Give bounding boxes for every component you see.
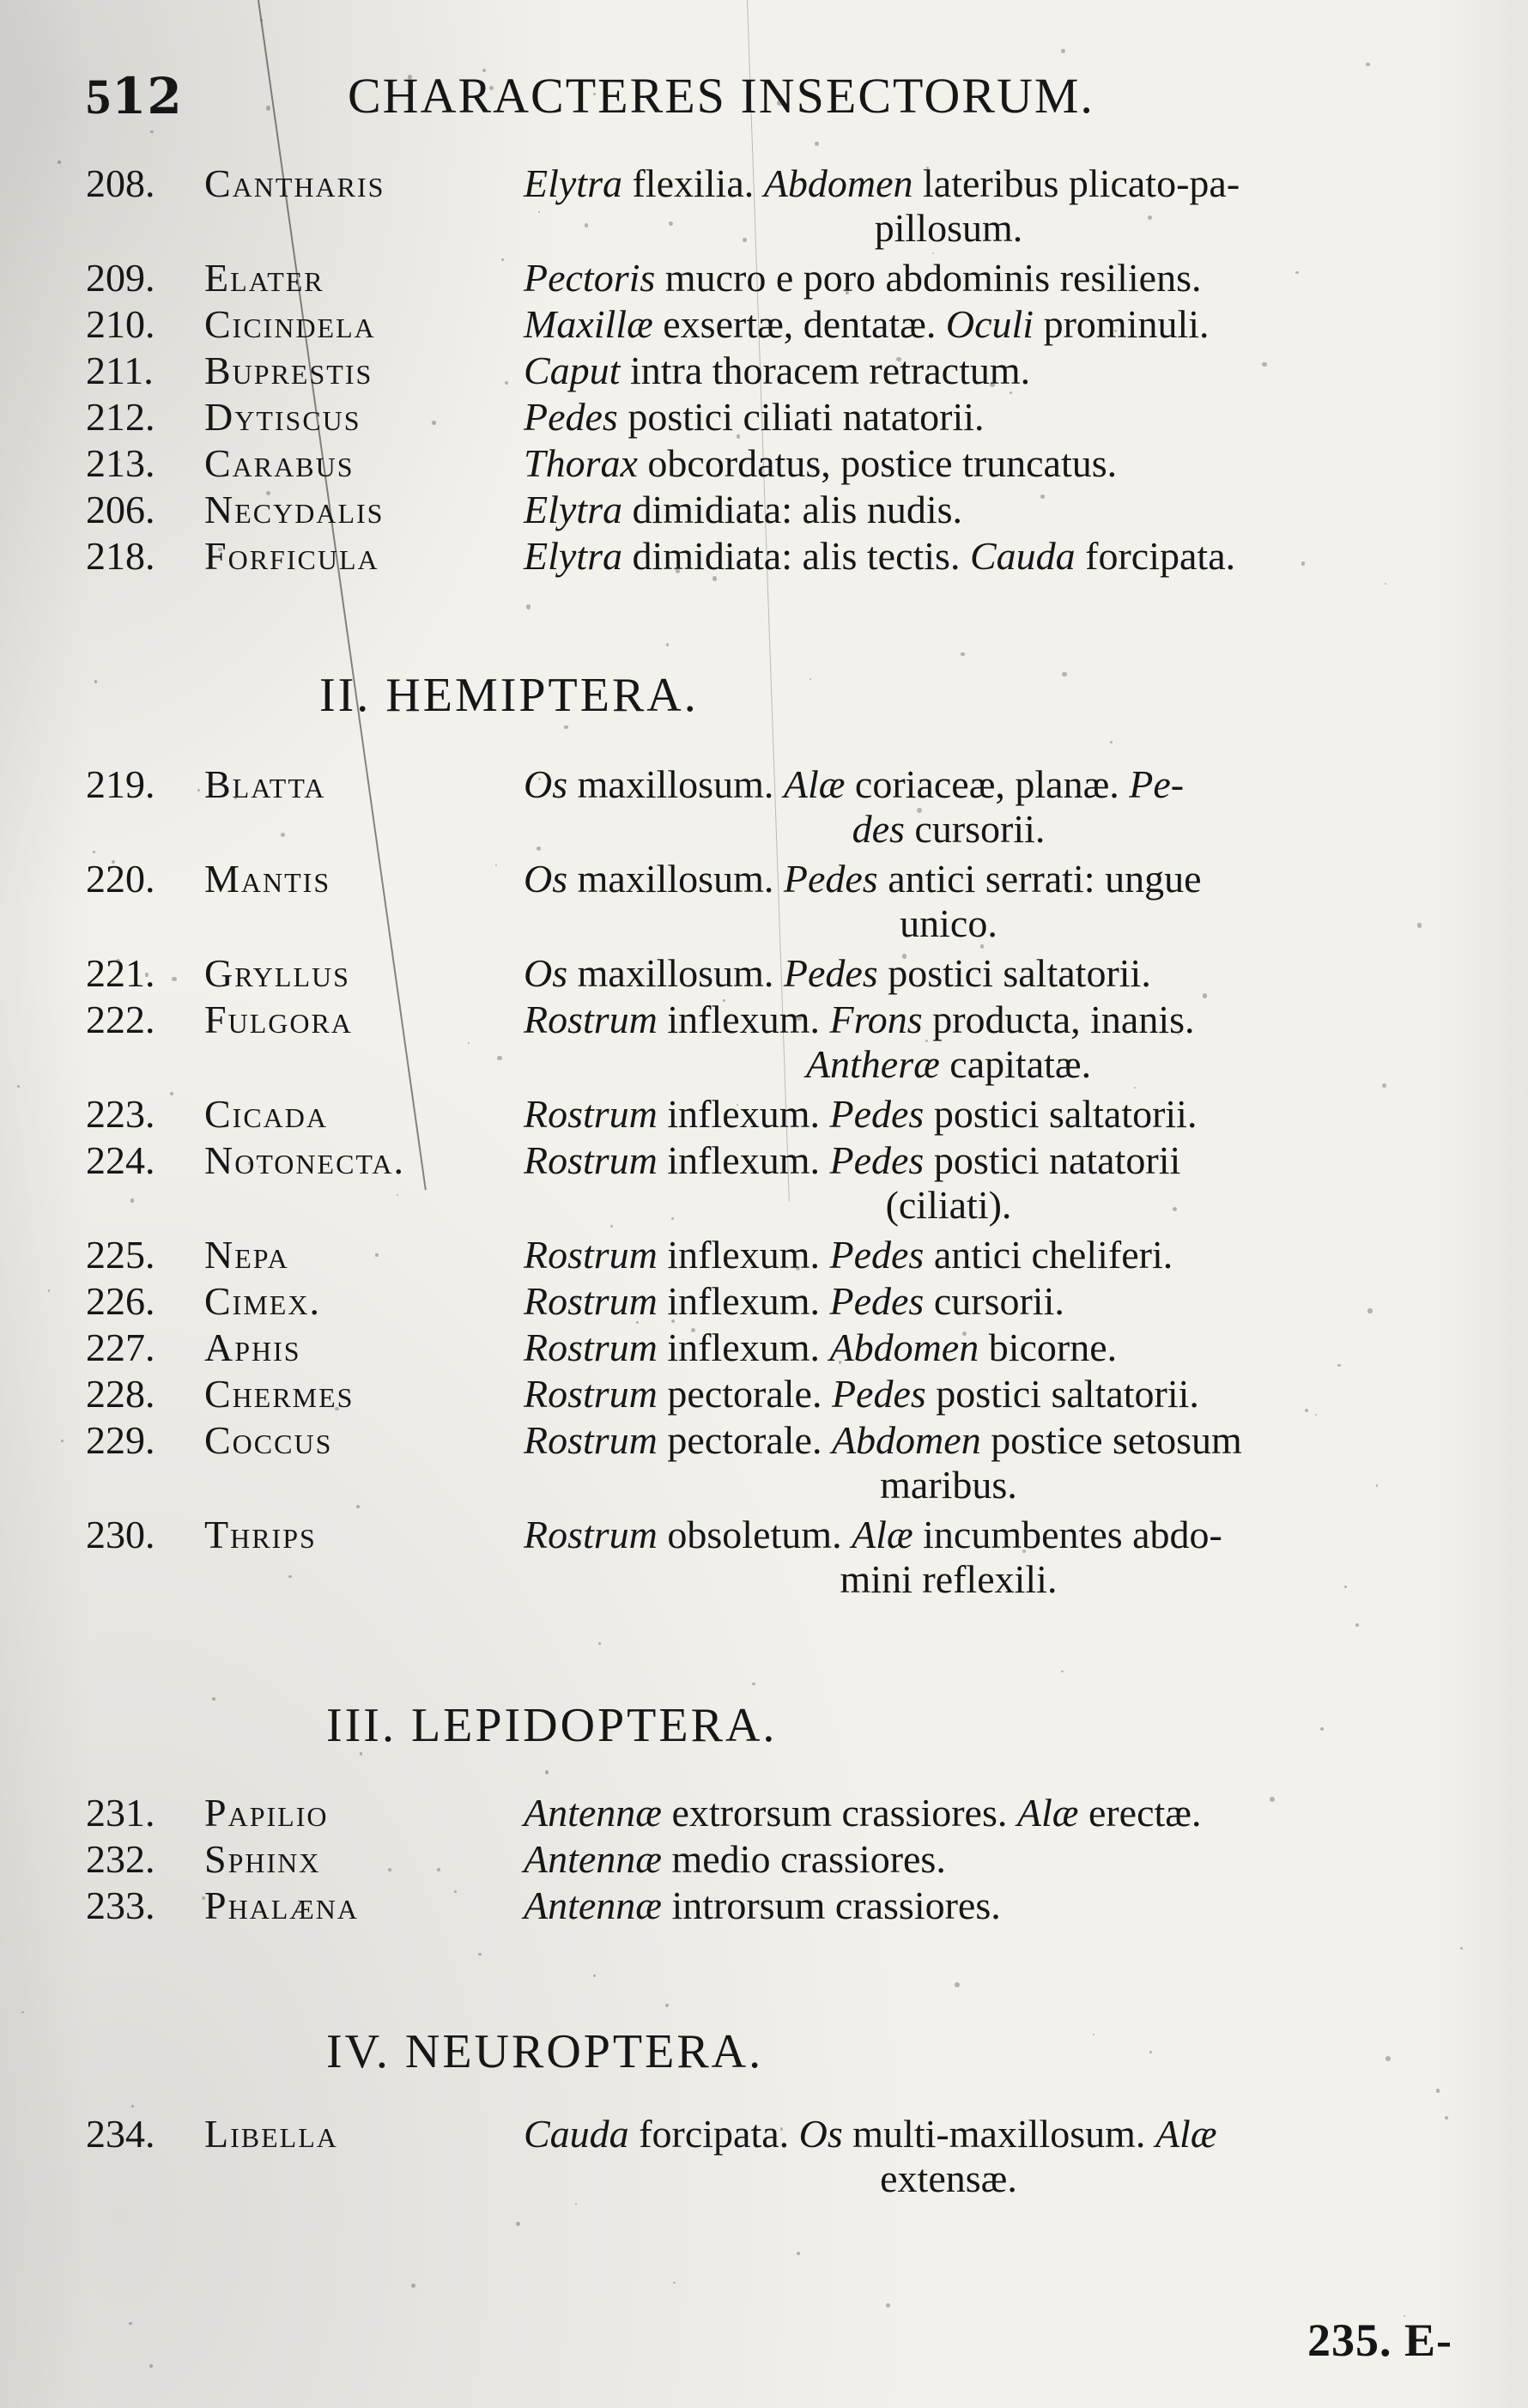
ink-speck: [574, 1296, 578, 1300]
genus-character: [524, 1233, 1451, 1277]
italic-term: Rostrum: [524, 1513, 658, 1556]
ink-speck: [1366, 63, 1369, 66]
ink-speck: [432, 421, 436, 425]
ink-speck: [248, 1162, 252, 1165]
genus-name: Chermes: [204, 1372, 355, 1416]
ink-speck: [737, 1104, 738, 1106]
ink-speck: [266, 106, 270, 110]
ink-speck: [962, 1331, 967, 1336]
ink-speck: [886, 2303, 890, 2308]
continuation-line: [524, 1557, 1451, 1602]
continuation-line: [524, 206, 1451, 251]
description-text: pectorale.: [657, 1372, 832, 1416]
entry-number: 206.: [86, 488, 155, 531]
description-text: maribus.: [880, 1463, 1017, 1507]
ink-speck: [1270, 1797, 1275, 1802]
ink-speck: [149, 2364, 153, 2368]
genus-name: Libella: [204, 2112, 338, 2156]
genus-character: [524, 1883, 1451, 1928]
genus-name: Forficula: [204, 534, 379, 578]
ink-speck: [1062, 672, 1066, 676]
description-text: dimidiata: alis tectis.: [622, 534, 970, 578]
italic-term: Antennæ: [524, 1837, 662, 1881]
description-text: introrsum crassiores.: [661, 1883, 1001, 1927]
genus-name: Aphis: [204, 1325, 301, 1369]
genus-character: [524, 1837, 1451, 1882]
description-text: postice setosum: [980, 1418, 1242, 1462]
italic-term: Rostrum: [524, 1092, 658, 1136]
italic-term: Rostrum: [524, 1418, 658, 1462]
description-text: postici ciliati natatorii.: [617, 395, 985, 439]
description-text: medio crassiores.: [661, 1837, 946, 1881]
entry-number: 210.: [86, 302, 155, 346]
genus-name: Carabus: [204, 441, 355, 485]
ink-speck: [281, 833, 285, 837]
description-text: inflexum.: [657, 1279, 830, 1323]
ink-speck: [516, 2222, 520, 2226]
ink-speck: [497, 1056, 502, 1061]
ink-speck: [743, 238, 747, 242]
ink-speck: [1315, 1414, 1317, 1416]
ink-speck: [118, 458, 120, 460]
ink-speck: [197, 789, 200, 792]
ink-speck: [585, 223, 588, 227]
italic-term: Pedes: [783, 857, 878, 901]
ink-speck: [234, 797, 237, 799]
italic-term: Elytra: [524, 161, 622, 205]
entry-number: 213.: [86, 441, 155, 485]
ink-speck: [495, 864, 497, 866]
italic-term: Alæ: [1016, 1791, 1079, 1835]
ink-speck: [478, 1953, 482, 1956]
ink-speck: [917, 808, 922, 813]
genus-name: Sphinx: [204, 1837, 321, 1881]
ink-speck: [549, 1405, 550, 1407]
genus-character: [524, 302, 1451, 347]
italic-term: Rostrum: [524, 1233, 658, 1277]
ink-speck: [1386, 2056, 1391, 2061]
description-text: mini reflexili.: [840, 1557, 1058, 1601]
section-title: II. HEMIPTERA.: [319, 669, 699, 722]
italic-term: Pedes: [829, 1138, 925, 1182]
ink-speck: [93, 851, 95, 853]
description-text: inflexum.: [657, 1092, 830, 1136]
genus-name: Phalæna: [204, 1883, 360, 1927]
italic-term: Pedes: [831, 1372, 926, 1416]
description-text: pectorale.: [657, 1418, 832, 1462]
italic-term: Os: [524, 762, 568, 806]
ink-speck: [526, 604, 531, 610]
ink-speck: [131, 2105, 134, 2108]
ink-speck: [846, 291, 849, 294]
ink-speck: [538, 778, 541, 780]
ink-speck: [21, 2011, 24, 2014]
ink-speck: [593, 93, 596, 95]
ink-speck: [665, 2004, 669, 2007]
italic-term: Antheræ: [805, 1042, 940, 1086]
genus-character: [524, 1279, 1451, 1324]
genus-character: [524, 1418, 1451, 1507]
ink-speck: [926, 167, 929, 169]
genus-name: Nepa: [204, 1233, 289, 1277]
italic-term: Maxillæ: [524, 302, 653, 346]
description-text: pillosum.: [874, 206, 1023, 250]
ink-speck: [58, 161, 60, 163]
continuation-line: [524, 2156, 1451, 2201]
ink-speck: [815, 142, 818, 145]
ink-speck: [260, 19, 263, 21]
description-text: extensæ.: [880, 2156, 1017, 2200]
ink-speck: [545, 1770, 549, 1774]
genus-character: [524, 161, 1451, 251]
ink-speck: [809, 678, 811, 680]
genus-name: Gryllus: [204, 951, 350, 995]
description-text: maxillosum.: [567, 951, 784, 995]
genus-name: Coccus: [204, 1418, 333, 1462]
description-text: lateribus plicato-pa-: [913, 161, 1240, 205]
italic-term: Pe-: [1129, 762, 1185, 806]
ink-speck: [1367, 1308, 1372, 1313]
ink-speck: [737, 434, 740, 438]
description-text: obsoletum.: [657, 1513, 852, 1556]
italic-term: Alæ: [852, 1513, 913, 1556]
description-text: obcordatus, postice truncatus.: [637, 441, 1118, 485]
italic-term: Rostrum: [524, 998, 658, 1041]
ink-speck: [1460, 1947, 1463, 1950]
description-text: (ciliati).: [885, 1183, 1012, 1227]
description-text: prominuli.: [1034, 302, 1210, 346]
genus-name: Elater: [204, 256, 324, 300]
ink-speck: [961, 652, 965, 657]
italic-term: Rostrum: [524, 1325, 658, 1369]
description-text: producta, inanis.: [922, 998, 1195, 1041]
genus-character: [524, 1325, 1451, 1370]
genus-character: [524, 1791, 1451, 1835]
entry-number: 226.: [86, 1279, 155, 1323]
italic-term: Thorax: [524, 441, 638, 485]
description-text: antici cheliferi.: [924, 1233, 1173, 1277]
ink-speck: [17, 1085, 20, 1088]
running-title: CHARACTERES INSECTORUM.: [348, 68, 1094, 124]
description-text: coriaceæ, planæ.: [845, 762, 1130, 806]
description-text: antici serrati: ungue: [877, 857, 1202, 901]
ink-speck: [1134, 1087, 1136, 1089]
italic-term: Elytra: [524, 534, 622, 578]
ink-speck: [1022, 1550, 1026, 1553]
ink-speck: [145, 973, 149, 976]
description-text: intra thoracem retractum.: [620, 349, 1031, 392]
ink-speck: [564, 725, 568, 730]
description-text: postici saltatorii.: [924, 1092, 1198, 1136]
ink-speck: [712, 576, 718, 581]
genus-name: Necydalis: [204, 488, 385, 531]
description-text: multi-maxillosum.: [842, 2112, 1155, 2156]
entry-number: 231.: [86, 1791, 155, 1835]
description-text: postici natatorii: [924, 1138, 1181, 1182]
italic-term: Antennæ: [524, 1791, 662, 1835]
ink-speck: [335, 1407, 338, 1410]
description-text: cursorii.: [924, 1279, 1064, 1323]
description-text: flexilia.: [622, 161, 764, 205]
italic-term: Alæ: [1155, 2112, 1217, 2156]
page-number: 5𝟏𝟐: [86, 69, 183, 124]
ink-speck: [1344, 1586, 1346, 1587]
ink-speck: [691, 1328, 695, 1332]
italic-term: Os: [524, 857, 568, 901]
ink-speck: [130, 1198, 135, 1203]
ink-speck: [1148, 215, 1152, 220]
genus-name: Papilio: [204, 1791, 329, 1835]
italic-term: Rostrum: [524, 1138, 658, 1182]
entry-number: 211.: [86, 349, 154, 392]
description-text: inflexum.: [657, 1138, 830, 1182]
ink-speck: [955, 1982, 960, 1987]
ink-speck: [671, 1319, 675, 1323]
genus-name: Thrips: [204, 1513, 317, 1556]
description-text: exsertæ, dentatæ.: [652, 302, 946, 346]
entry-number: 221.: [86, 951, 155, 995]
ink-speck: [212, 1697, 215, 1701]
ink-speck: [593, 1974, 595, 1976]
ink-speck: [1382, 1083, 1386, 1088]
ink-speck: [1355, 1623, 1359, 1627]
continuation-line: [524, 1183, 1451, 1228]
ink-speck: [288, 1575, 292, 1579]
description-text: capitatæ.: [939, 1042, 1092, 1086]
genus-character: [524, 1138, 1451, 1228]
genus-name: Cantharis: [204, 161, 385, 205]
continuation-line: [524, 1042, 1451, 1087]
italic-term: Caput: [524, 349, 621, 392]
genus-character: [524, 256, 1451, 300]
ink-speck: [48, 1289, 50, 1291]
ink-speck: [636, 1321, 639, 1324]
entry-number: 227.: [86, 1325, 155, 1369]
description-text: inflexum.: [657, 1325, 830, 1369]
ink-speck: [671, 1217, 674, 1220]
italic-term: Cauda: [969, 534, 1076, 578]
genus-character: [524, 349, 1451, 393]
entry-number: 223.: [86, 1092, 155, 1136]
italic-term: Alæ: [783, 762, 846, 806]
ink-speck: [218, 548, 222, 552]
ink-speck: [538, 211, 540, 213]
description-text: forcipata.: [1075, 534, 1236, 578]
italic-term: Os: [524, 951, 568, 995]
ink-speck: [482, 69, 486, 72]
genus-character: [524, 951, 1451, 996]
ink-speck: [1010, 391, 1012, 394]
entry-number: 233.: [86, 1883, 155, 1927]
entry-number: 234.: [86, 2112, 155, 2156]
genus-name: Cimex.: [204, 1279, 321, 1323]
ink-speck: [1385, 583, 1386, 585]
ink-speck: [437, 1868, 440, 1871]
description-text: maxillosum.: [567, 857, 784, 901]
ink-speck: [932, 252, 934, 254]
italic-term: Rostrum: [524, 1372, 658, 1416]
ink-speck: [1110, 741, 1113, 743]
ink-speck: [1417, 923, 1422, 928]
ink-speck: [172, 977, 177, 982]
entry-number: 224.: [86, 1138, 155, 1182]
genus-character: [524, 488, 1451, 532]
italic-term: Elytra: [524, 488, 622, 531]
description-text: bicorne.: [979, 1325, 1118, 1369]
description-text: unico.: [900, 901, 997, 945]
italic-term: Abdomen: [763, 161, 913, 205]
italic-term: Frons: [829, 998, 923, 1041]
ink-speck: [902, 954, 907, 959]
ink-speck: [752, 1683, 755, 1686]
ink-speck: [411, 2284, 415, 2288]
genus-character: [524, 1372, 1451, 1416]
ink-speck: [454, 1890, 457, 1893]
italic-term: Abdomen: [831, 1418, 981, 1462]
genus-name: Notonecta.: [204, 1138, 406, 1182]
italic-term: Rostrum: [524, 1279, 658, 1323]
entry-number: 222.: [86, 998, 155, 1041]
ink-speck: [356, 1505, 360, 1508]
ink-speck: [1114, 330, 1117, 332]
italic-term: Oculi: [945, 302, 1034, 346]
entry-number: 228.: [86, 1372, 155, 1416]
genus-character: [524, 441, 1451, 486]
ink-speck: [129, 2322, 132, 2326]
genus-character: [524, 2112, 1451, 2201]
entry-number: 212.: [86, 395, 155, 439]
genus-character: [524, 534, 1451, 579]
italic-term: Pedes: [524, 395, 618, 439]
ink-speck: [562, 1124, 564, 1125]
ink-speck: [575, 2203, 578, 2205]
ink-speck: [1173, 1207, 1177, 1211]
ink-speck: [501, 258, 503, 260]
description-text: incumbentes abdo-: [913, 1513, 1222, 1556]
italic-term: Pedes: [829, 1279, 925, 1323]
continuation-line: [524, 1463, 1451, 1507]
italic-term: Antennæ: [524, 1883, 662, 1927]
entry-number: 219.: [86, 762, 155, 806]
description-text: cursorii.: [904, 807, 1046, 851]
continuation-line: [524, 807, 1451, 852]
ink-speck: [1061, 49, 1065, 53]
ink-speck: [1262, 362, 1266, 367]
description-text: mucro e poro abdominis resiliens.: [655, 256, 1202, 300]
genus-name: Cicada: [204, 1092, 329, 1136]
ink-speck: [980, 944, 984, 948]
ink-speck: [1436, 2089, 1440, 2093]
ink-speck: [723, 999, 725, 1001]
ink-speck: [796, 1266, 800, 1271]
ink-speck: [94, 680, 98, 683]
ink-speck: [489, 86, 494, 90]
ink-speck: [1093, 2034, 1095, 2036]
ink-speck: [112, 860, 115, 864]
page-header: [86, 67, 1494, 136]
description-text: forcipata.: [628, 2112, 799, 2156]
entry-number: 209.: [86, 256, 155, 300]
ink-speck: [397, 1194, 398, 1196]
genus-character: [524, 1092, 1451, 1137]
genus-name: Buprestis: [204, 349, 373, 392]
ink-speck: [266, 491, 270, 495]
genus-character: [524, 762, 1451, 852]
ink-speck: [666, 643, 670, 646]
ink-speck: [1320, 1727, 1324, 1731]
italic-term: Os: [798, 2112, 843, 2156]
genus-name: Blatta: [204, 762, 326, 806]
ink-speck: [61, 1440, 64, 1442]
catchword: 235. E-: [1307, 2314, 1452, 2366]
ink-speck: [1061, 1671, 1064, 1673]
italic-term: Cauda: [524, 2112, 629, 2156]
ink-speck: [360, 1752, 362, 1755]
genus-name: Cicindela: [204, 302, 376, 346]
ink-speck: [150, 130, 154, 134]
ink-speck: [673, 2282, 675, 2284]
genus-name: Fulgora: [204, 998, 353, 1041]
description-text: dimidiata: alis nudis.: [622, 488, 963, 531]
description-text: inflexum.: [657, 1233, 830, 1277]
ink-speck: [1149, 2051, 1152, 2053]
entry-number: 225.: [86, 1233, 155, 1277]
description-text: inflexum.: [657, 998, 830, 1041]
ink-speck: [598, 1642, 601, 1645]
entry-number: 218.: [86, 534, 155, 578]
genus-character: [524, 395, 1451, 440]
genus-character: [524, 857, 1451, 946]
ink-speck: [375, 1253, 378, 1256]
entry-number: 230.: [86, 1513, 155, 1556]
section-title: IV. NEUROPTERA.: [326, 2025, 764, 2078]
italic-term: des: [852, 807, 905, 851]
entry-number: 229.: [86, 1418, 155, 1462]
genus-character: [524, 998, 1451, 1087]
genus-name: Mantis: [204, 857, 331, 901]
entry-number: 208.: [86, 161, 155, 205]
italic-term: Pedes: [829, 1233, 925, 1277]
description-text: postici saltatorii.: [925, 1372, 1199, 1416]
italic-term: Pectoris: [524, 256, 656, 300]
entry-number: 232.: [86, 1837, 155, 1881]
genus-character: [524, 1513, 1451, 1602]
description-text: maxillosum.: [567, 762, 784, 806]
entry-number: 220.: [86, 857, 155, 901]
continuation-line: [524, 901, 1451, 946]
ink-speck: [777, 100, 782, 106]
description-text: extrorsum crassiores.: [661, 1791, 1017, 1835]
description-text: postici saltatorii.: [877, 951, 1151, 995]
section-title: III. LEPIDOPTERA.: [326, 1699, 778, 1752]
italic-term: Pedes: [829, 1092, 925, 1136]
ink-speck: [797, 2252, 800, 2255]
genus-name: Dytiscus: [204, 395, 361, 439]
italic-term: Abdomen: [829, 1325, 979, 1369]
description-text: erectæ.: [1078, 1791, 1202, 1835]
italic-term: Pedes: [783, 951, 878, 995]
